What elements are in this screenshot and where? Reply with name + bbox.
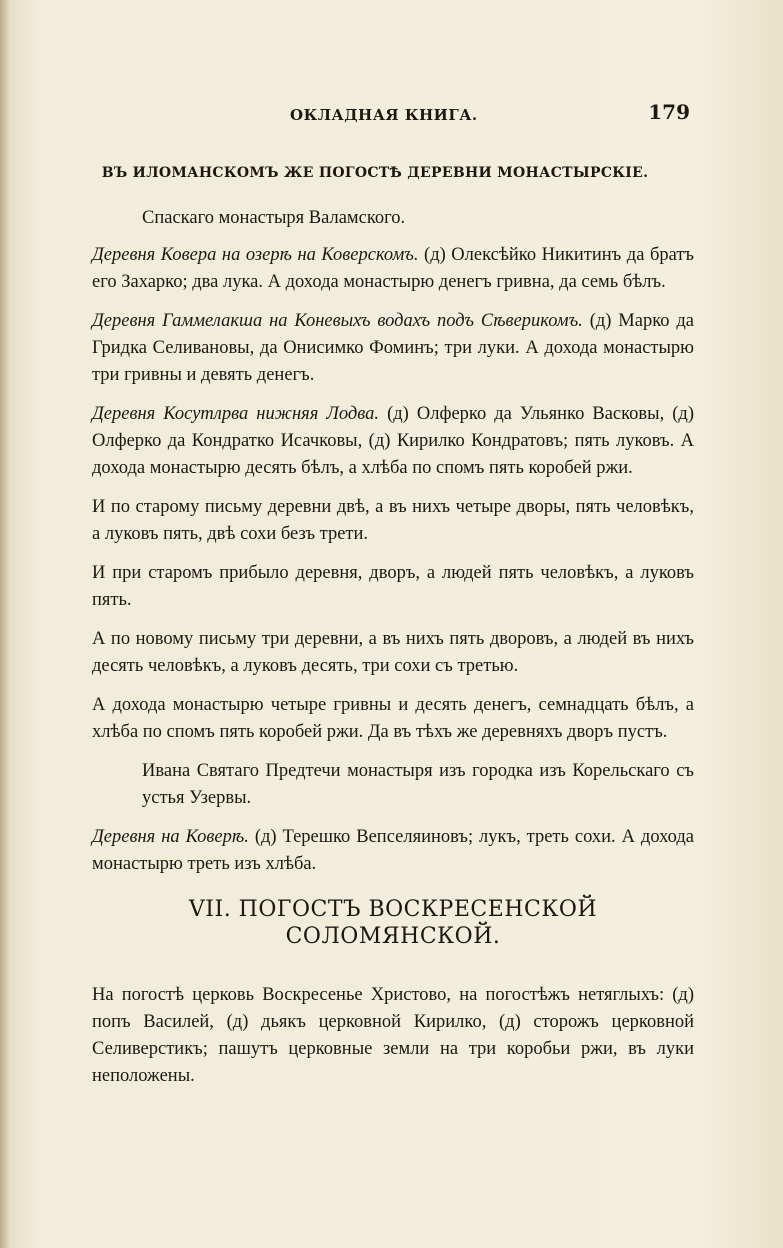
- page-edge: [0, 0, 10, 1248]
- second-monastery: Ивана Святаго Предтечи монастыря изъ городка изъ Корельскаго съ устья Узервы.: [142, 761, 694, 808]
- paragraph-new-census: А по новому письму три деревни, а въ нихъ пять дворовъ, а людей въ нихъ десять человѣкъ, а луковъ десять, три сохи съ третью.: [92, 629, 694, 676]
- monastery-line: Спаскаго монастыря Валамского.: [142, 208, 406, 228]
- body-text: [92, 205, 694, 1102]
- entry-kosutlrva: [92, 401, 694, 482]
- entry-text: (д) Олексѣйко Никитинъ да братъ его Захарко; два лука. А дохода монастырю денегъ гривна, да семь бѣлъ.: [92, 245, 694, 292]
- page-number: 179: [648, 100, 690, 124]
- entry-place: Деревня на Коверѣ.: [92, 827, 249, 847]
- entry-text: (д) Олферко да Ульянко Васковы, (д) Олферко да Кондратко Исачковы, (д) Кирилко Кондратовъ; пять луковъ. А дохода монастырю десять бѣлъ, а хлѣба по спомъ пять коробей ржи.: [92, 404, 694, 478]
- entry-place: Деревня Косутлрва нижняя Лодва.: [92, 404, 380, 424]
- final-paragraph: На погостѣ церковь Воскресенье Христово, на погостѣжъ нетяглыхъ: (д) попъ Василей, (д) дьякъ церковной Кирилко, (д) сторожъ церковной Селиверстикъ; пашутъ церковные земли на три коробьи ржи, въ луки неположены.: [92, 985, 694, 1086]
- entry-place: Деревня Ковера на озерѣ на Коверскомъ.: [92, 245, 419, 265]
- running-title: ОКЛАДНАЯ КНИГА.: [290, 106, 478, 124]
- paragraph-added: И при старомъ прибыло деревня, дворъ, а людей пять человѣкъ, а луковъ пять.: [92, 563, 694, 610]
- entry-gammelaksha: [92, 308, 694, 389]
- paragraph-old-census: И по старому письму деревни двѣ, а въ нихъ четыре дворы, пять человѣкъ, а луковъ пять, двѣ сохи безъ трети.: [92, 497, 694, 544]
- paragraph-income: А дохода монастырю четыре гривны и десять денегъ, семнадцать бѣлъ, а хлѣба по спомъ пять коробей ржи. Да въ тѣхъ же деревняхъ дворъ пустъ.: [92, 695, 694, 742]
- entry-place: Деревня Гаммелакша на Коневыхъ водахъ подъ Сѣверикомъ.: [92, 311, 583, 331]
- entry-text: (д) Марко да Гридка Селивановы, да Онисимко Фоминъ; три луки. А дохода монастырю три гривны и девять денегъ.: [92, 311, 694, 385]
- subheading: ВЪ ИЛОМАНСКОМЪ ЖЕ ПОГОСТѢ ДЕРЕВНИ МОНАСТЫРСКІЕ.: [101, 165, 649, 181]
- entry-kovera: [92, 242, 694, 296]
- entry-kover: [92, 824, 694, 878]
- entry-text: (д) Терешко Вепселяиновъ; лукъ, треть сохи. А дохода монастырю треть изъ хлѣба.: [92, 827, 695, 874]
- page-header: [290, 100, 690, 130]
- section-heading: VII. ПОГОСТЪ ВОСКРЕСЕНСКОЙ СОЛОМЯНСКОЙ.: [188, 897, 598, 949]
